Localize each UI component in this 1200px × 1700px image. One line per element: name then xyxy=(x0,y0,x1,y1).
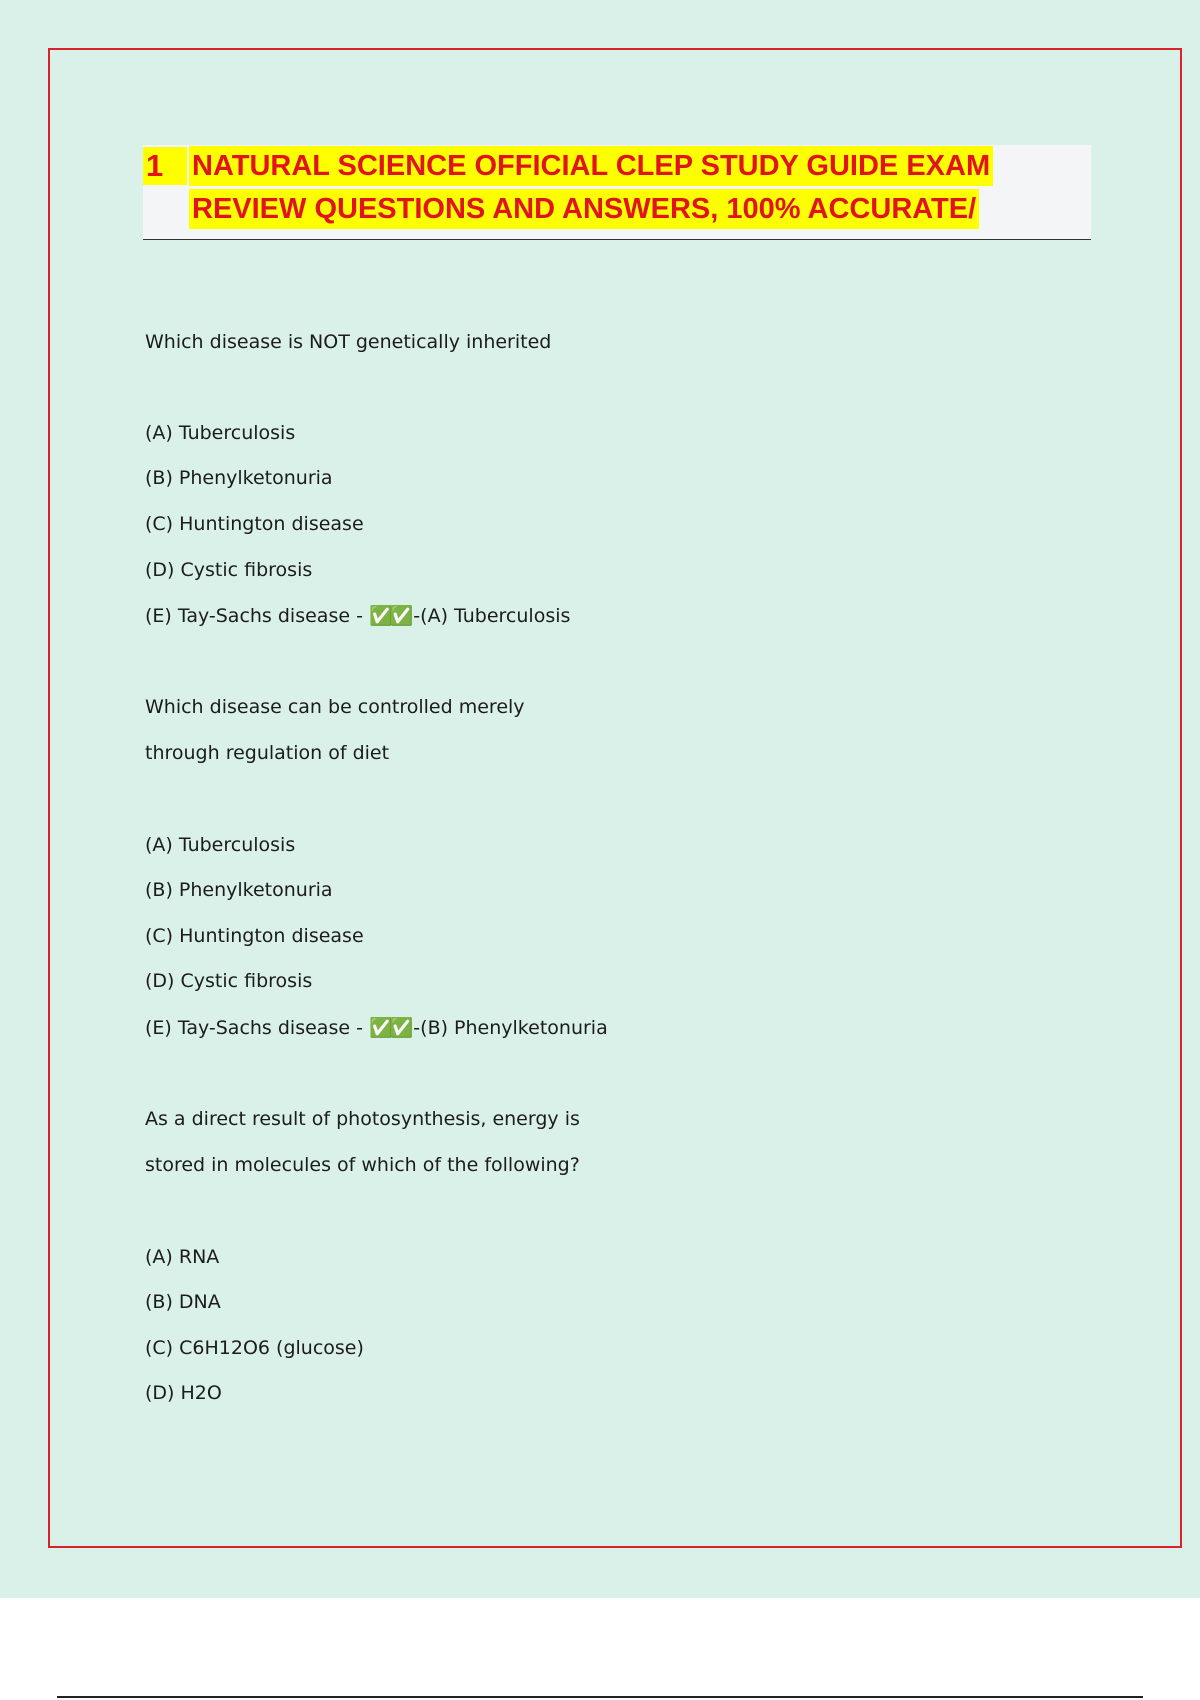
page-border xyxy=(48,48,1182,1548)
question-2-option-d: (D) Cystic fibrosis xyxy=(145,970,313,992)
question-1-option-a: (A) Tuberculosis xyxy=(145,422,296,444)
question-3-option-b: (B) DNA xyxy=(145,1291,221,1313)
question-2-option-a: (A) Tuberculosis xyxy=(145,834,296,856)
question-2-prompt-line-1: Which disease can be controlled merely xyxy=(145,696,525,718)
question-1-option-c: (C) Huntington disease xyxy=(145,513,364,535)
question-1-option-d: (D) Cystic fibrosis xyxy=(145,559,313,581)
option-e-text: (E) Tay-Sachs disease - xyxy=(145,1017,369,1039)
answer-text: -(A) Tuberculosis xyxy=(413,605,571,627)
question-1-option-e-answer xyxy=(145,603,570,629)
check-mark-icon: ✅✅ xyxy=(368,1017,411,1039)
question-3-prompt-line-2: stored in molecules of which of the following? xyxy=(145,1154,580,1176)
title-number: 1 xyxy=(143,147,187,185)
question-2-prompt-line-2: through regulation of diet xyxy=(145,742,390,764)
question-2-option-b: (B) Phenylketonuria xyxy=(145,879,333,901)
question-1-option-b: (B) Phenylketonuria xyxy=(145,467,333,489)
answer-text: -(B) Phenylketonuria xyxy=(413,1017,608,1039)
option-e-text: (E) Tay-Sachs disease - xyxy=(145,605,369,627)
document-title xyxy=(143,145,1091,240)
footer-divider xyxy=(57,1696,1143,1698)
question-3-option-d: (D) H2O xyxy=(145,1382,222,1404)
question-2-option-c: (C) Huntington disease xyxy=(145,925,364,947)
title-line-2: REVIEW QUESTIONS AND ANSWERS, 100% ACCURATE/ xyxy=(189,189,979,229)
question-2-option-e-answer xyxy=(145,1015,608,1041)
question-3-option-a: (A) RNA xyxy=(145,1246,220,1268)
question-1-prompt-line-1: Which disease is NOT genetically inherited xyxy=(145,331,552,353)
check-mark-icon: ✅✅ xyxy=(368,605,411,627)
question-3-option-c: (C) C6H12O6 (glucose) xyxy=(145,1337,364,1359)
title-line-1: NATURAL SCIENCE OFFICIAL CLEP STUDY GUIDE EXAM xyxy=(189,146,993,186)
question-3-prompt-line-1: As a direct result of photosynthesis, energy is xyxy=(145,1108,580,1130)
